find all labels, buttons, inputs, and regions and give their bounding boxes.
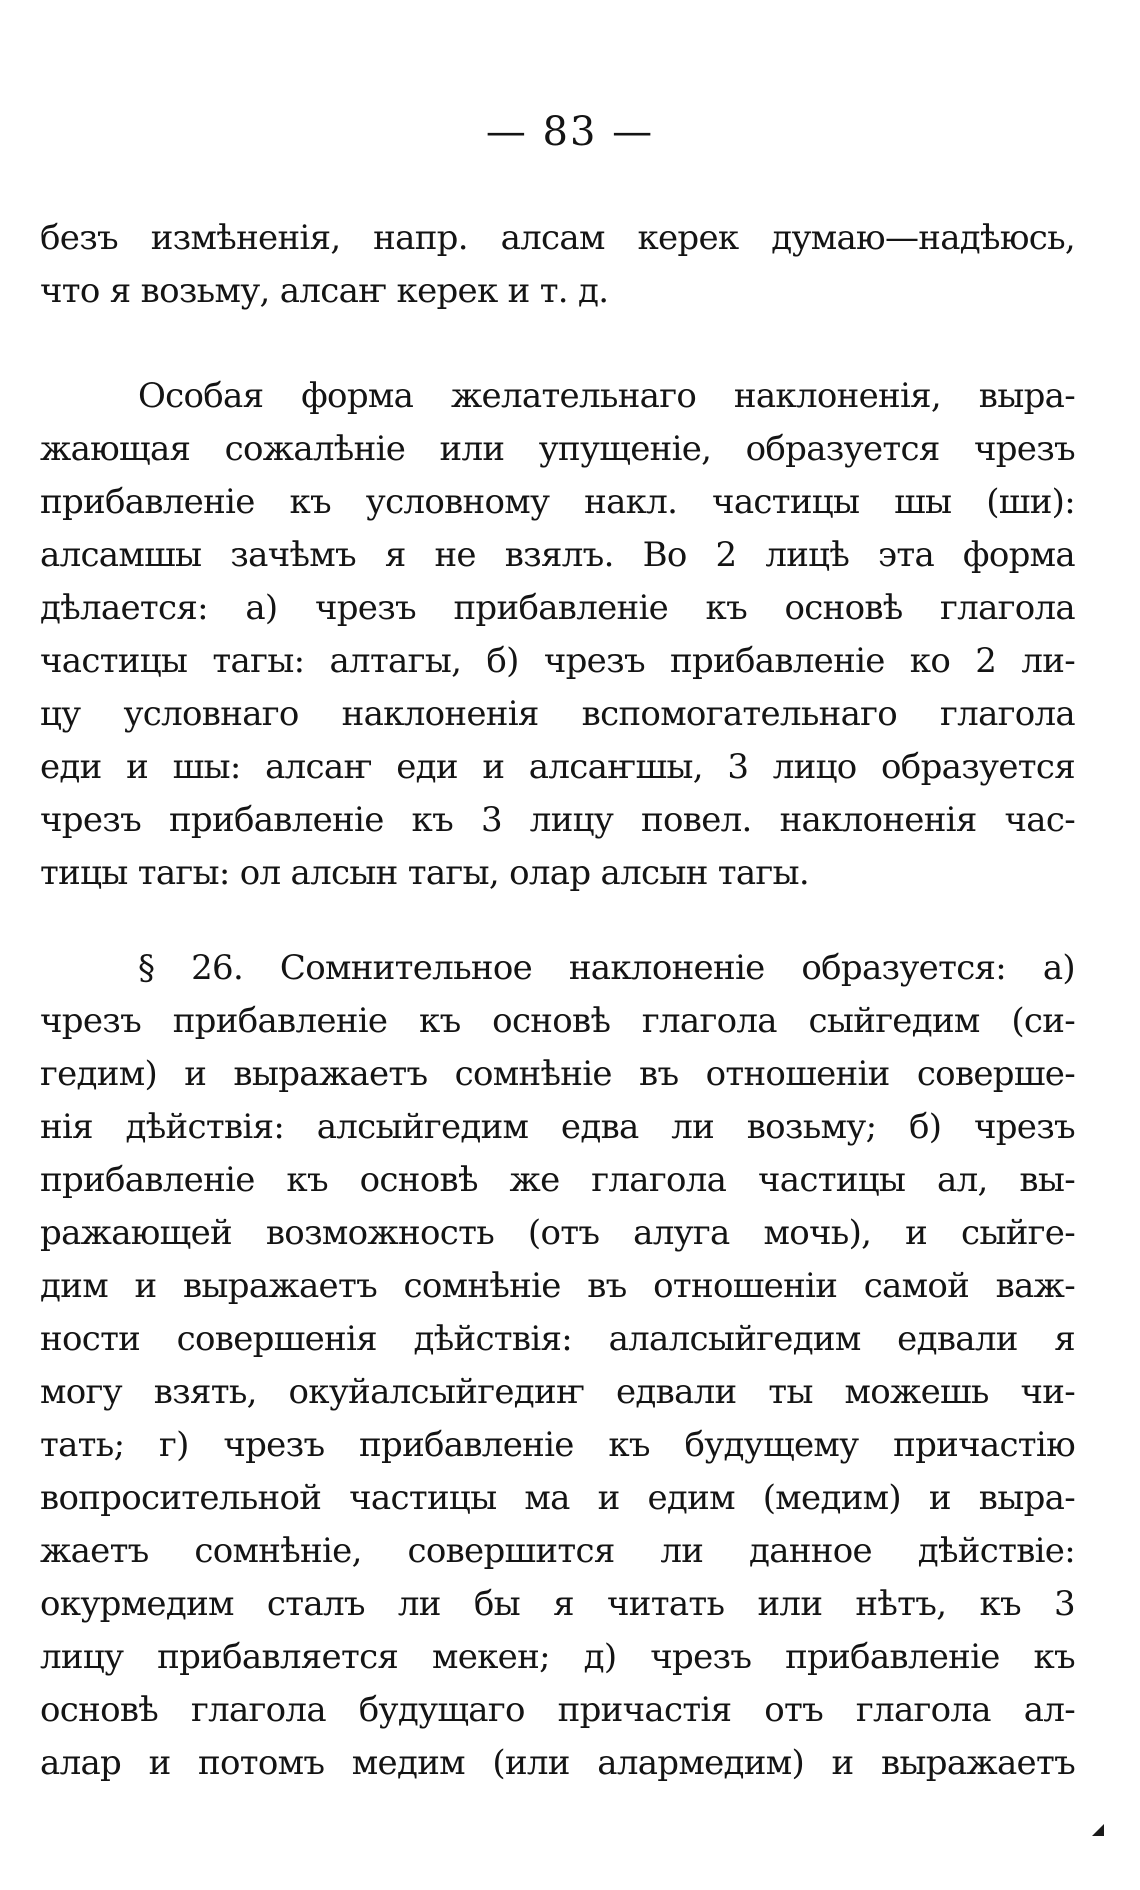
text-line: основѣ глагола будущаго причастія отъ глагола ал- <box>40 1690 1075 1730</box>
text-line: чрезъ прибавленіе къ 3 лицу повел. наклоненія час- <box>40 800 1075 840</box>
text-line: алсамшы зачѣмъ я не взялъ. Во 2 лицѣ эта форма <box>40 535 1075 575</box>
text-line: чрезъ прибавленіе къ основѣ глагола сыйгедим (си- <box>40 1001 1075 1041</box>
text-line: вопросительной частицы ма и едим (медим) и выра- <box>40 1478 1075 1518</box>
paragraph-section-26 <box>40 942 1075 1790</box>
page-number: — 83 — <box>485 109 655 155</box>
text-line: § 26. Сомнительное наклоненіе образуется: а) <box>138 948 1075 988</box>
text-line: дѣлается: а) чрезъ прибавленіе къ основѣ глагола <box>40 588 1075 628</box>
text-line: алар и потомъ медим (или алармедим) и выражаетъ <box>40 1743 1075 1783</box>
text-line: прибавленіе къ условному накл. частицы шы (ши): <box>40 482 1075 522</box>
text-line: окурмедим сталъ ли бы я читать или нѣтъ, къ 3 <box>40 1584 1075 1624</box>
paragraph-continuation <box>40 212 1075 318</box>
text-line: что я возьму, алсаҥ керек и т. д. <box>40 271 609 311</box>
corner-triangle-icon <box>1092 1824 1104 1836</box>
text-line: гедим) и выражаетъ сомнѣніе въ отношеніи соверше- <box>40 1054 1075 1094</box>
text-line: дим и выражаетъ сомнѣніе въ отношеніи самой важ- <box>40 1266 1075 1306</box>
text-line: жающая сожалѣніе или упущеніе, образуется чрезъ <box>40 429 1075 469</box>
text-line: нія дѣйствія: алсыйгедим едва ли возьму; б) чрезъ <box>40 1107 1075 1147</box>
text-line: тать; г) чрезъ прибавленіе къ будущему причастію <box>40 1425 1075 1465</box>
text-line: жаетъ сомнѣніе, совершится ли данное дѣйствіе: <box>40 1531 1075 1571</box>
text-line: тицы тагы: ол алсын тагы, олар алсын тагы. <box>40 853 810 893</box>
text-line: ражающей возможность (отъ алуга мочь), и сыйге- <box>40 1213 1075 1253</box>
text-line: могу взять, окуйалсыйгедиҥ едвали ты можешь чи- <box>40 1372 1075 1412</box>
text-line: Особая форма желательнаго наклоненія, выра- <box>138 376 1075 416</box>
text-line: цу условнаго наклоненія вспомогательнаго глагола <box>40 694 1075 734</box>
text-line: лицу прибавляется мекен; д) чрезъ прибавленіе къ <box>40 1637 1075 1677</box>
text-line: безъ измѣненія, напр. алсам керек думаю—надѣюсь, <box>40 218 1075 258</box>
text-line: еди и шы: алсаҥ еди и алсаҥшы, 3 лицо образуется <box>40 747 1075 787</box>
text-line: прибавленіе къ основѣ же глагола частицы ал, вы- <box>40 1160 1075 1200</box>
paragraph-optative-form <box>40 370 1075 900</box>
text-line: ности совершенія дѣйствія: алалсыйгедим едвали я <box>40 1319 1075 1359</box>
text-line: частицы тагы: алтагы, б) чрезъ прибавленіе ко 2 ли- <box>40 641 1075 681</box>
